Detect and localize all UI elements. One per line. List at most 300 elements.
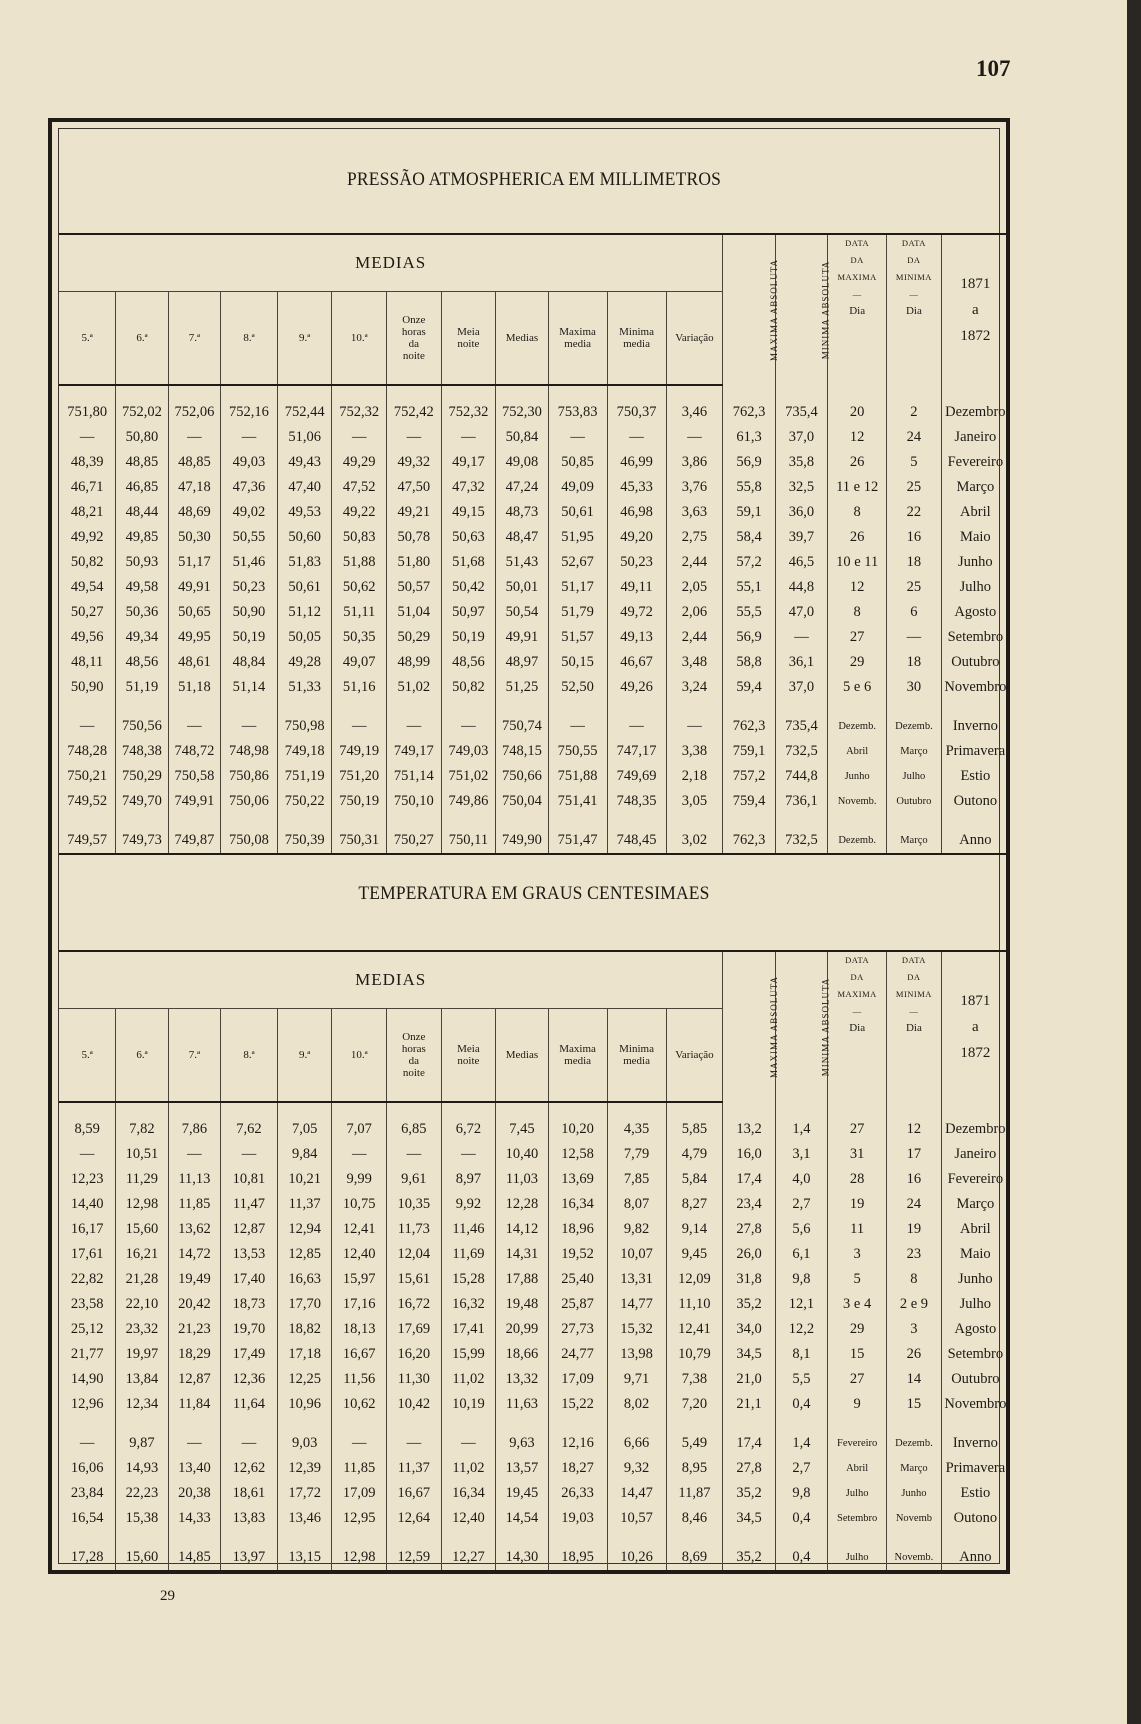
cell: 11,30 bbox=[387, 1367, 442, 1392]
annual-row bbox=[59, 1545, 1009, 1571]
data-da-maxima-line: DA bbox=[850, 255, 864, 265]
data-da-minima-line: MINIMA bbox=[895, 272, 932, 282]
cell: 48,61 bbox=[168, 650, 220, 675]
cell: 50,61 bbox=[277, 575, 332, 600]
period-label: Anno bbox=[941, 1545, 1009, 1571]
cell: 49,91 bbox=[496, 625, 548, 650]
cell: 26 bbox=[828, 525, 887, 550]
cell: 748,15 bbox=[496, 739, 548, 764]
cell: 11,69 bbox=[441, 1242, 496, 1267]
cell: 12,40 bbox=[332, 1242, 387, 1267]
cell: 16 bbox=[887, 1167, 942, 1192]
cell: 9,87 bbox=[116, 1431, 168, 1456]
cell: 50,36 bbox=[116, 600, 168, 625]
cell: 48,97 bbox=[496, 650, 548, 675]
cell: — bbox=[607, 714, 666, 739]
cell: 11 e 12 bbox=[828, 475, 887, 500]
cell: 12,94 bbox=[277, 1217, 332, 1242]
cell: 6 bbox=[887, 600, 942, 625]
cell: 47,50 bbox=[387, 475, 442, 500]
data-da-minima-line: DA bbox=[907, 972, 921, 982]
cell: 13,83 bbox=[221, 1506, 278, 1531]
cell: 20,38 bbox=[168, 1481, 220, 1506]
cell: 8,02 bbox=[607, 1392, 666, 1417]
pressure-title: PRESSÃO ATMOSPHERICA EM MILLIMETROS bbox=[346, 169, 722, 190]
temperature-table bbox=[59, 950, 1009, 1572]
onze-horas-line: Onze bbox=[402, 1031, 426, 1043]
cell: 50,63 bbox=[441, 525, 496, 550]
cell: 50,35 bbox=[332, 625, 387, 650]
cell: Setembro bbox=[828, 1506, 887, 1531]
cell: 18,29 bbox=[168, 1342, 220, 1367]
cell: 11,73 bbox=[387, 1217, 442, 1242]
season-row bbox=[59, 1506, 1009, 1531]
cell: 46,67 bbox=[607, 650, 666, 675]
cell: 34,5 bbox=[723, 1342, 775, 1367]
cell: 17,09 bbox=[548, 1367, 607, 1392]
period-label: Maio bbox=[941, 525, 1009, 550]
cell: 3,48 bbox=[666, 650, 723, 675]
cell: 749,70 bbox=[116, 789, 168, 814]
monthly-row bbox=[59, 1342, 1009, 1367]
cell: — bbox=[79, 429, 95, 445]
data-da-maxima-line: — bbox=[852, 289, 862, 299]
cell: 749,87 bbox=[168, 828, 220, 854]
cell: 12,98 bbox=[116, 1192, 168, 1217]
hour-header-8: 8.ª bbox=[221, 292, 278, 386]
cell: 22,10 bbox=[116, 1292, 168, 1317]
cell: 56,9 bbox=[723, 450, 775, 475]
cell: 759,1 bbox=[723, 739, 775, 764]
cell: 51,17 bbox=[168, 550, 220, 575]
minima-absoluta-label: MINIMA ABSOLUTA bbox=[820, 260, 831, 360]
cell: 8 bbox=[828, 600, 887, 625]
cell: 14,85 bbox=[168, 1545, 220, 1571]
onze-horas-line: horas bbox=[401, 326, 426, 338]
cell: 51,16 bbox=[332, 675, 387, 700]
cell: 19,70 bbox=[221, 1317, 278, 1342]
cell: 749,03 bbox=[441, 739, 496, 764]
cell: 750,08 bbox=[221, 828, 278, 854]
cell: 750,10 bbox=[387, 789, 442, 814]
cell: 16,34 bbox=[548, 1192, 607, 1217]
cell: 19,03 bbox=[548, 1506, 607, 1531]
cell: 50,84 bbox=[496, 425, 548, 450]
cell: 49,91 bbox=[168, 575, 220, 600]
cell: 32,5 bbox=[775, 475, 827, 500]
cell: 3,63 bbox=[666, 500, 723, 525]
cell: 1,4 bbox=[775, 1117, 827, 1142]
cell: 752,44 bbox=[277, 400, 332, 425]
cell: — bbox=[168, 425, 220, 450]
cell: 12,62 bbox=[221, 1456, 278, 1481]
cell: 19 bbox=[828, 1192, 887, 1217]
cell: 29 bbox=[828, 1317, 887, 1342]
cell: 11,46 bbox=[441, 1217, 496, 1242]
cell: 22,23 bbox=[116, 1481, 168, 1506]
data-da-minima-line: DATA bbox=[901, 238, 926, 248]
hour-header-9: 9.ª bbox=[277, 292, 332, 386]
cell: 55,8 bbox=[723, 475, 775, 500]
data-da-maxima-line: DATA bbox=[845, 238, 870, 248]
cell: 18,66 bbox=[496, 1342, 548, 1367]
cell: 9,14 bbox=[666, 1217, 723, 1242]
cell: 37,0 bbox=[775, 425, 827, 450]
maxima-absoluta-header bbox=[723, 951, 780, 1102]
period-label: Julho bbox=[941, 1292, 1009, 1317]
period-label: Junho bbox=[941, 1267, 1009, 1292]
monthly-row bbox=[59, 400, 1009, 425]
cell: 17,41 bbox=[441, 1317, 496, 1342]
cell: 45,33 bbox=[607, 475, 666, 500]
cell: — bbox=[332, 714, 387, 739]
cell: 51,79 bbox=[548, 600, 607, 625]
cell: 2,44 bbox=[666, 625, 723, 650]
cell: 44,8 bbox=[775, 575, 827, 600]
cell: — bbox=[887, 625, 942, 650]
cell: 751,80 bbox=[67, 404, 108, 420]
cell: 9,99 bbox=[332, 1167, 387, 1192]
cell: 2,7 bbox=[775, 1456, 827, 1481]
cell: 49,53 bbox=[277, 500, 332, 525]
cell: 751,02 bbox=[441, 764, 496, 789]
cell: 751,41 bbox=[548, 789, 607, 814]
cell: 12,59 bbox=[387, 1545, 442, 1571]
cell: 15,28 bbox=[441, 1267, 496, 1292]
page-edge bbox=[1127, 0, 1141, 1724]
cell: 12,87 bbox=[168, 1367, 220, 1392]
maxima-absoluta-header bbox=[723, 234, 780, 385]
cell: 4,35 bbox=[607, 1117, 666, 1142]
cell: 10,79 bbox=[666, 1342, 723, 1367]
cell: 49,26 bbox=[607, 675, 666, 700]
period-label: Outono bbox=[941, 1506, 1009, 1531]
cell: — bbox=[332, 425, 387, 450]
cell: 50,97 bbox=[441, 600, 496, 625]
cell: 749,17 bbox=[387, 739, 442, 764]
cell: 750,27 bbox=[387, 828, 442, 854]
cell: Junho bbox=[887, 1481, 942, 1506]
cell: 13,69 bbox=[548, 1167, 607, 1192]
medias-col-header: Medias bbox=[496, 1009, 548, 1103]
cell: 51,19 bbox=[116, 675, 168, 700]
cell: 749,90 bbox=[496, 828, 548, 854]
cell: 12,09 bbox=[666, 1267, 723, 1292]
data-da-maxima-line: MAXIMA bbox=[837, 989, 877, 999]
cell: 13,98 bbox=[607, 1342, 666, 1367]
cell: 50,23 bbox=[607, 550, 666, 575]
cell: 17 bbox=[887, 1142, 942, 1167]
cell: — bbox=[548, 714, 607, 739]
cell: 23 bbox=[887, 1242, 942, 1267]
meia-noite-line: noite bbox=[457, 338, 480, 350]
cell: 16,63 bbox=[277, 1267, 332, 1292]
cell: 47,0 bbox=[775, 600, 827, 625]
cell: 12,96 bbox=[70, 1396, 104, 1412]
period-label: Inverno bbox=[941, 1431, 1009, 1456]
cell: 9,82 bbox=[607, 1217, 666, 1242]
cell: 752,32 bbox=[441, 400, 496, 425]
cell: 12,64 bbox=[387, 1506, 442, 1531]
cell: 18,82 bbox=[277, 1317, 332, 1342]
cell: 16,67 bbox=[387, 1481, 442, 1506]
cell: 5,5 bbox=[775, 1367, 827, 1392]
cell: 46,71 bbox=[70, 479, 104, 495]
cell: 49,20 bbox=[607, 525, 666, 550]
cell: — bbox=[79, 1146, 95, 1162]
cell: 57,2 bbox=[723, 550, 775, 575]
period-label: Março bbox=[941, 475, 1009, 500]
cell: 19 bbox=[887, 1217, 942, 1242]
cell: 25,87 bbox=[548, 1292, 607, 1317]
cell: 6,85 bbox=[387, 1117, 442, 1142]
period-header-line: 1872 bbox=[960, 328, 991, 344]
data-da-maxima-line: DA bbox=[850, 972, 864, 982]
cell: 27 bbox=[828, 625, 887, 650]
cell: 3 bbox=[887, 1317, 942, 1342]
cell: 5 bbox=[828, 1267, 887, 1292]
cell: 50,05 bbox=[277, 625, 332, 650]
cell: 2,75 bbox=[666, 525, 723, 550]
cell: 20 bbox=[828, 400, 887, 425]
cell: 751,88 bbox=[548, 764, 607, 789]
cell: 2,44 bbox=[666, 550, 723, 575]
dia-label: Dia bbox=[905, 1022, 922, 1034]
cell: 49,43 bbox=[277, 450, 332, 475]
cell: 748,38 bbox=[116, 739, 168, 764]
cell: 46,98 bbox=[607, 500, 666, 525]
cell: 49,95 bbox=[168, 625, 220, 650]
cell: 16,06 bbox=[70, 1460, 104, 1476]
cell: 49,09 bbox=[548, 475, 607, 500]
cell: 749,86 bbox=[441, 789, 496, 814]
onze-horas-line: Onze bbox=[402, 314, 426, 326]
cell: 12,85 bbox=[277, 1242, 332, 1267]
cell: 48,39 bbox=[70, 454, 104, 470]
cell: 15 bbox=[828, 1342, 887, 1367]
cell: 18,73 bbox=[221, 1292, 278, 1317]
cell: 12,40 bbox=[441, 1506, 496, 1531]
cell: 51,46 bbox=[221, 550, 278, 575]
cell: 49,08 bbox=[496, 450, 548, 475]
cell: 16,32 bbox=[441, 1292, 496, 1317]
cell: 49,28 bbox=[277, 650, 332, 675]
cell: — bbox=[332, 1142, 387, 1167]
cell: 28 bbox=[828, 1167, 887, 1192]
table-frame-inner bbox=[58, 128, 1007, 1565]
cell: Novemb bbox=[887, 1506, 942, 1531]
dia-label: Dia bbox=[849, 305, 866, 317]
cell: 16,54 bbox=[70, 1510, 104, 1526]
period-label: Agosto bbox=[941, 1317, 1009, 1342]
cell: 3,86 bbox=[666, 450, 723, 475]
cell: 750,22 bbox=[277, 789, 332, 814]
cell: 8,46 bbox=[666, 1506, 723, 1531]
monthly-row bbox=[59, 625, 1009, 650]
variacao-header: Variação bbox=[666, 292, 723, 386]
cell: 12,41 bbox=[332, 1217, 387, 1242]
cell: 46,99 bbox=[607, 450, 666, 475]
season-row bbox=[59, 764, 1009, 789]
period-label: Abril bbox=[941, 1217, 1009, 1242]
period-header-line: a bbox=[972, 1019, 979, 1035]
cell: 750,06 bbox=[221, 789, 278, 814]
cell: 749,52 bbox=[67, 793, 108, 809]
cell: Outubro bbox=[887, 789, 942, 814]
cell: 50,55 bbox=[221, 525, 278, 550]
cell: 12,27 bbox=[441, 1545, 496, 1571]
cell: 0,4 bbox=[775, 1392, 827, 1417]
cell: 49,17 bbox=[441, 450, 496, 475]
cell: 48,56 bbox=[441, 650, 496, 675]
cell: 750,66 bbox=[496, 764, 548, 789]
cell: 7,45 bbox=[496, 1117, 548, 1142]
cell: 49,22 bbox=[332, 500, 387, 525]
cell: 14,12 bbox=[496, 1217, 548, 1242]
cell: 10,40 bbox=[496, 1142, 548, 1167]
hour-header-5: 5.ª bbox=[59, 292, 116, 386]
hour-header-5: 5.ª bbox=[59, 1009, 116, 1103]
cell: — bbox=[168, 1431, 220, 1456]
period-label: Setembro bbox=[941, 625, 1009, 650]
hour-header-10: 10.ª bbox=[332, 292, 387, 386]
cell: 50,30 bbox=[168, 525, 220, 550]
cell: 27 bbox=[828, 1367, 887, 1392]
period-header bbox=[941, 951, 1009, 1102]
cell: 2 bbox=[887, 400, 942, 425]
period-label: Inverno bbox=[941, 714, 1009, 739]
cell: 50,61 bbox=[548, 500, 607, 525]
monthly-row bbox=[59, 1317, 1009, 1342]
cell: 17,09 bbox=[332, 1481, 387, 1506]
cell: 50,15 bbox=[548, 650, 607, 675]
cell: 5 e 6 bbox=[828, 675, 887, 700]
monthly-row bbox=[59, 1392, 1009, 1417]
data-da-maxima-header bbox=[828, 951, 887, 1102]
cell: 750,98 bbox=[277, 714, 332, 739]
cell: 27,8 bbox=[723, 1217, 775, 1242]
data-da-minima-line: DATA bbox=[901, 955, 926, 965]
monthly-row bbox=[59, 1192, 1009, 1217]
cell: 10,35 bbox=[387, 1192, 442, 1217]
cell: 752,32 bbox=[332, 400, 387, 425]
cell: 8,95 bbox=[666, 1456, 723, 1481]
monthly-row bbox=[59, 575, 1009, 600]
cell: 52,50 bbox=[548, 675, 607, 700]
monthly-row bbox=[59, 550, 1009, 575]
data-da-maxima-line: — bbox=[852, 1006, 862, 1016]
cell: 15,22 bbox=[548, 1392, 607, 1417]
monthly-row bbox=[59, 1242, 1009, 1267]
cell: 14,93 bbox=[116, 1456, 168, 1481]
cell: 8,07 bbox=[607, 1192, 666, 1217]
cell: — bbox=[441, 1142, 496, 1167]
cell: Julho bbox=[828, 1481, 887, 1506]
period-label: Março bbox=[941, 1192, 1009, 1217]
period-label: Estio bbox=[941, 764, 1009, 789]
cell: 51,68 bbox=[441, 550, 496, 575]
cell: 16,72 bbox=[387, 1292, 442, 1317]
cell: 757,2 bbox=[723, 764, 775, 789]
cell: 11,85 bbox=[332, 1456, 387, 1481]
cell: 10,26 bbox=[607, 1545, 666, 1571]
hour-header-7: 7.ª bbox=[168, 1009, 220, 1103]
cell: 9,61 bbox=[387, 1167, 442, 1192]
cell: 48,85 bbox=[116, 450, 168, 475]
cell: 49,29 bbox=[332, 450, 387, 475]
cell: 10,57 bbox=[607, 1506, 666, 1531]
cell: 23,84 bbox=[70, 1485, 104, 1501]
monthly-row bbox=[59, 1142, 1009, 1167]
cell: 17,49 bbox=[221, 1342, 278, 1367]
cell: 51,04 bbox=[387, 600, 442, 625]
cell: 9 bbox=[828, 1392, 887, 1417]
cell: 749,19 bbox=[332, 739, 387, 764]
cell: 25,40 bbox=[548, 1267, 607, 1292]
cell: 753,83 bbox=[548, 400, 607, 425]
cell: 12,87 bbox=[221, 1217, 278, 1242]
cell: 12,16 bbox=[548, 1431, 607, 1456]
cell: 750,29 bbox=[116, 764, 168, 789]
cell: 48,84 bbox=[221, 650, 278, 675]
minima-media-line: Minima bbox=[619, 326, 654, 338]
cell: — bbox=[441, 714, 496, 739]
cell: 19,49 bbox=[168, 1267, 220, 1292]
cell: 2,18 bbox=[666, 764, 723, 789]
cell: 759,4 bbox=[723, 789, 775, 814]
cell: 51,17 bbox=[548, 575, 607, 600]
data-da-minima-line: MINIMA bbox=[895, 989, 932, 999]
cell: 26,33 bbox=[548, 1481, 607, 1506]
cell: 8,27 bbox=[666, 1192, 723, 1217]
cell: 49,21 bbox=[387, 500, 442, 525]
cell: 18,96 bbox=[548, 1217, 607, 1242]
data-da-minima-line: — bbox=[909, 1006, 919, 1016]
period-label: Fevereiro bbox=[941, 450, 1009, 475]
cell: 11,87 bbox=[666, 1481, 723, 1506]
cell: Março bbox=[887, 828, 942, 854]
cell: 10,42 bbox=[387, 1392, 442, 1417]
minima-media-header bbox=[607, 292, 666, 386]
cell: — bbox=[387, 425, 442, 450]
cell: 9,84 bbox=[277, 1142, 332, 1167]
cell: 48,11 bbox=[71, 654, 104, 670]
cell: 49,72 bbox=[607, 600, 666, 625]
hour-header-6: 6.ª bbox=[116, 292, 168, 386]
cell: 50,62 bbox=[332, 575, 387, 600]
cell: — bbox=[79, 718, 95, 734]
cell: 50,65 bbox=[168, 600, 220, 625]
cell: — bbox=[221, 425, 278, 450]
cell: 15,38 bbox=[116, 1506, 168, 1531]
period-label: Fevereiro bbox=[941, 1167, 1009, 1192]
monthly-row bbox=[59, 1117, 1009, 1142]
cell: 51,18 bbox=[168, 675, 220, 700]
period-label: Anno bbox=[941, 828, 1009, 854]
monthly-row bbox=[59, 1217, 1009, 1242]
period-label: Outono bbox=[941, 789, 1009, 814]
period-header-line: 1872 bbox=[960, 1045, 991, 1061]
cell: 17,28 bbox=[70, 1549, 104, 1565]
period-label: Outubro bbox=[941, 650, 1009, 675]
cell: 22 bbox=[887, 500, 942, 525]
cell: 48,44 bbox=[116, 500, 168, 525]
cell: 732,5 bbox=[775, 739, 827, 764]
medias-header: MEDIAS bbox=[59, 234, 723, 292]
monthly-row bbox=[59, 475, 1009, 500]
cell: 17,40 bbox=[221, 1267, 278, 1292]
cell: 15,61 bbox=[387, 1267, 442, 1292]
